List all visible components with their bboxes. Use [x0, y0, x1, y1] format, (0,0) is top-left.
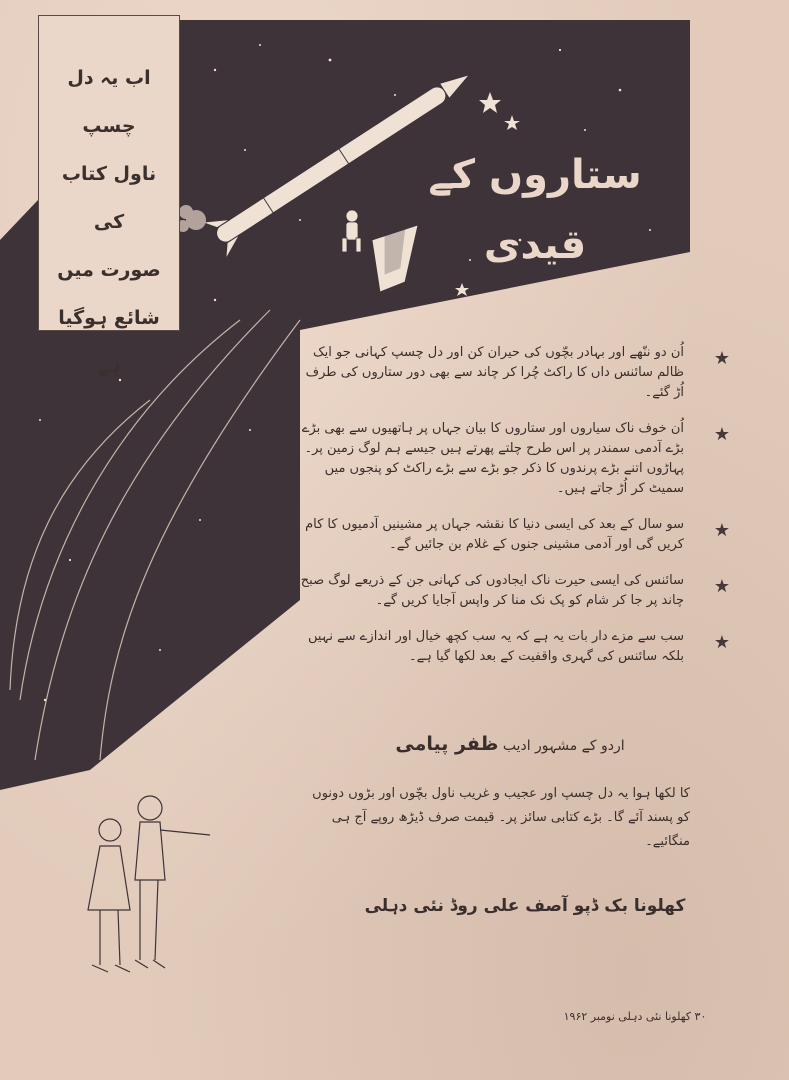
star-icon: ★: [713, 576, 730, 597]
author-credit: [330, 733, 690, 755]
notice-line: صورت میں: [57, 259, 161, 281]
notice-line: اب یہ دل چسپ: [67, 67, 151, 137]
feature-item: [300, 419, 730, 499]
star-icon: ★: [713, 348, 730, 369]
star-icon: ★: [713, 424, 730, 445]
notice-line: شائع ہوگیا ہے: [58, 307, 160, 377]
feature-item: [300, 515, 730, 555]
page-footer: ۳۰ کھلونا نئی دہلی نومبر ۱۹۶۲: [563, 1010, 707, 1023]
author-prefix: اردو کے مشہور ادیب: [502, 738, 625, 754]
notice-line: ناول کتاب کی: [61, 163, 157, 233]
book-description: کا لکھا ہوا یہ دل چسپ اور عجیب و غریب ناول بچّوں اور بڑوں دونوں کو پسند آئے گا۔ بڑے کتابی سائز پر۔ قیمت صرف ڈیڑھ روپے آج ہی منگائیے۔: [312, 786, 690, 849]
feature-item: [300, 571, 730, 611]
feature-list: [300, 343, 730, 683]
feature-text: اُن خوف ناک سیاروں اور ستاروں کا بیان جہاں پر ہاتھیوں سے بھی بڑے بڑے آدمی سمندر پر اس طرح چلتے پھرتے ہیں جیسے ہم لوگ زمین پر۔ پہاڑوں اتنے بڑے پرندوں کا ذکر جو بڑے سے بڑے راکٹ کو پنجوں میں سمیٹ کر اُڑ جاتے ہیں۔: [301, 421, 684, 496]
feature-text: اُن دو ننّھے اور بہادر بچّوں کی حیران کن اور دل چسپ کہانی جو ایک ظالم سائنس داں کا راکٹ چُرا کر چاند سے بھی دور ستاروں کی طرف اُڑ گئے۔: [305, 345, 684, 400]
feature-text: سو سال کے بعد کی ایسی دنیا کا نقشہ جہاں پر مشینیں آدمیوں کا کام کریں گی اور آدمی مشینی جنوں کے غلام بن جائیں گے۔: [305, 517, 684, 552]
book-title: ستاروں کے قیدی: [428, 152, 642, 268]
feature-text: سائنس کی ایسی حیرت ناک ایجادوں کی کہانی جن کے ذریعے لوگ صبح چاند پر جا کر شام کو پک نک منا کر واپس آجایا کریں گے۔: [300, 573, 684, 608]
star-icon: ★: [713, 632, 730, 653]
novel-announcement-box: [38, 15, 180, 377]
publisher-name: کھلونا بک ڈپو آصف علی روڈ نئی دہلی: [364, 896, 686, 916]
feature-text: سب سے مزے دار بات یہ ہے کہ یہ سب کچھ خیال اور اندازے سے نہیں بلکہ سائنس کی گہری واقفیت کے بعد لکھا گیا ہے۔: [307, 629, 684, 664]
feature-item: [300, 343, 730, 403]
author-name: ظفر پیامی: [395, 733, 499, 755]
feature-item: [300, 627, 730, 667]
children-illustration: [88, 796, 210, 972]
star-icon: ★: [713, 520, 730, 541]
